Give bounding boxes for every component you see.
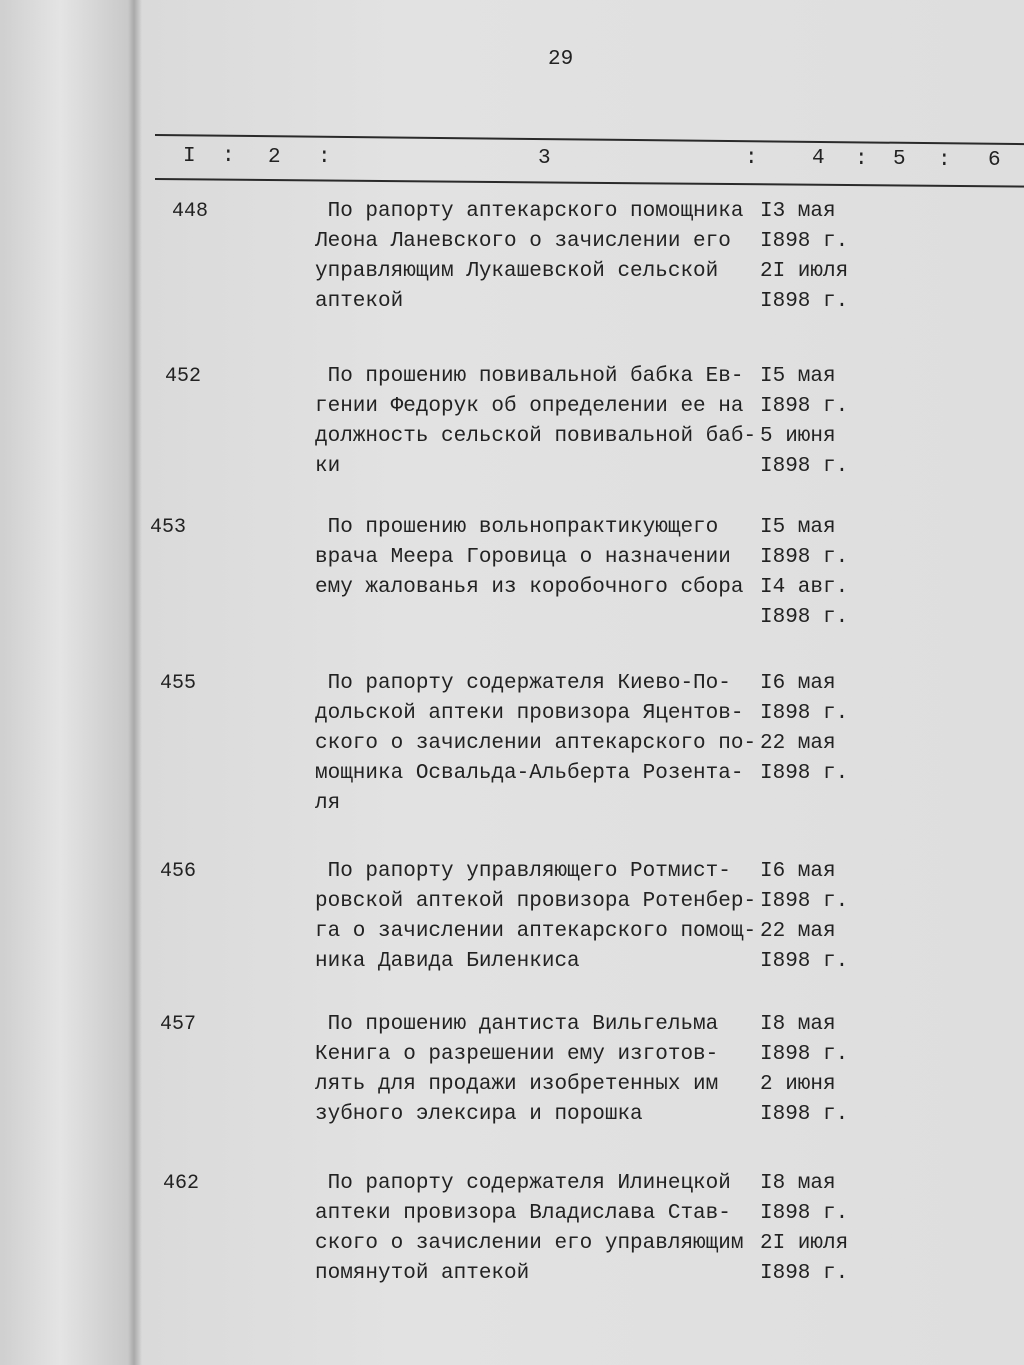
column-header-label: 3 xyxy=(538,146,551,170)
entry-text-line: га о зачислении аптекарского помощ- xyxy=(315,920,757,943)
entry-date: I898 г. xyxy=(760,395,849,418)
entry-text-line: Леона Ланевского о зачислении его xyxy=(315,230,731,253)
entry-date: 2I июля xyxy=(760,260,849,283)
entry-text-line: ского о зачислении его управляющим xyxy=(315,1232,744,1255)
entry-date: 22 мая xyxy=(760,732,836,755)
entry-text-line: аптеки провизора Владислава Став- xyxy=(315,1202,731,1225)
entry-date: I8 мая xyxy=(760,1013,836,1036)
entry-text-line: По прошению дантиста Вильгельма xyxy=(315,1013,719,1036)
entry-text-line: управляющим Лукашевской сельской xyxy=(315,260,719,283)
entry-date: I5 мая xyxy=(760,365,836,388)
entry-text-line: должность сельской повивальной баб- xyxy=(315,425,757,448)
header-bottom-rule xyxy=(155,178,1024,188)
entry-date: I898 г. xyxy=(760,1103,849,1126)
entry-text-line: зубного элексира и порошка xyxy=(315,1103,643,1126)
entry-date: I898 г. xyxy=(760,702,849,725)
column-separator: : xyxy=(938,148,951,172)
entry-text-line: По прошению вольнопрактикующего xyxy=(315,516,719,539)
entry-text-line: ника Давида Биленкиса xyxy=(315,950,580,973)
entry-text-line: По рапорту содержателя Киево-По- xyxy=(315,672,731,695)
entry-text-line: ского о зачислении аптекарского по- xyxy=(315,732,757,755)
entry-text-line: мощника Освальда-Альберта Розента- xyxy=(315,762,744,785)
entry-number: 457 xyxy=(160,1013,197,1036)
column-separator: : xyxy=(318,146,331,170)
entry-date: I898 г. xyxy=(760,762,849,785)
entry-date: I898 г. xyxy=(760,230,849,253)
entry-number: 453 xyxy=(150,516,187,539)
entry-date: I3 мая xyxy=(760,200,836,223)
entry-text-line: По рапорту аптекарского помощника xyxy=(315,200,744,223)
entry-date: I5 мая xyxy=(760,516,836,539)
entry-text-line: По рапорту содержателя Илинецкой xyxy=(315,1172,731,1195)
column-separator: : xyxy=(222,145,235,169)
entry-number: 452 xyxy=(165,365,202,388)
entry-number: 462 xyxy=(163,1172,200,1195)
entry-date: I898 г. xyxy=(760,606,849,629)
entry-text-line: помянутой аптекой xyxy=(315,1262,530,1285)
entry-date: I898 г. xyxy=(760,455,849,478)
entry-number: 448 xyxy=(172,200,209,223)
entry-date: I4 авг. xyxy=(760,576,849,599)
column-header-label: 5 xyxy=(893,148,906,172)
entry-date: I6 мая xyxy=(760,672,836,695)
entry-text-line: дольской аптеки провизора Яцентов- xyxy=(315,702,744,725)
column-header-label: 4 xyxy=(812,147,825,171)
entry-number: 455 xyxy=(160,672,197,695)
header-top-rule xyxy=(155,134,1024,145)
entry-date: I898 г. xyxy=(760,546,849,569)
column-header-label: 2 xyxy=(268,145,281,169)
entry-text-line: По рапорту управляющего Ротмист- xyxy=(315,860,731,883)
entry-text-line: По прошению повивальной бабка Ев- xyxy=(315,365,744,388)
entry-date: I898 г. xyxy=(760,1202,849,1225)
column-separator: : xyxy=(855,147,868,171)
entry-date: I898 г. xyxy=(760,1043,849,1066)
entry-text-line: Кенига о разрешении ему изготов- xyxy=(315,1043,719,1066)
entry-text-line: лять для продажи изобретенных им xyxy=(315,1073,719,1096)
entry-date: 22 мая xyxy=(760,920,836,943)
entry-text-line: гении Федорук об определении ее на xyxy=(315,395,744,418)
column-separator: : xyxy=(745,147,758,170)
entry-text-line: ки xyxy=(315,455,341,478)
entry-date: 5 июня xyxy=(760,425,836,448)
column-header-label: 6 xyxy=(988,149,1001,172)
entry-date: I898 г. xyxy=(760,950,849,973)
entry-text-line: ему жалованья из коробочного сбора xyxy=(315,576,744,599)
entry-date: I898 г. xyxy=(760,1262,849,1285)
entry-date: I8 мая xyxy=(760,1172,836,1195)
entry-text-line: аптекой xyxy=(315,290,404,313)
page-number: 29 xyxy=(548,48,574,71)
entry-date: 2 июня xyxy=(760,1073,836,1096)
entry-text-line: ля xyxy=(315,792,341,815)
entry-text-line: ровской аптекой провизора Ротенбер- xyxy=(315,890,757,913)
entry-date: I6 мая xyxy=(760,860,836,883)
entry-date: 2I июля xyxy=(760,1232,849,1255)
column-header-label: I xyxy=(183,145,196,168)
entry-number: 456 xyxy=(160,860,197,883)
entry-date: I898 г. xyxy=(760,290,849,313)
entry-text-line: врача Меера Горовица о назначении xyxy=(315,546,731,569)
entry-date: I898 г. xyxy=(760,890,849,913)
